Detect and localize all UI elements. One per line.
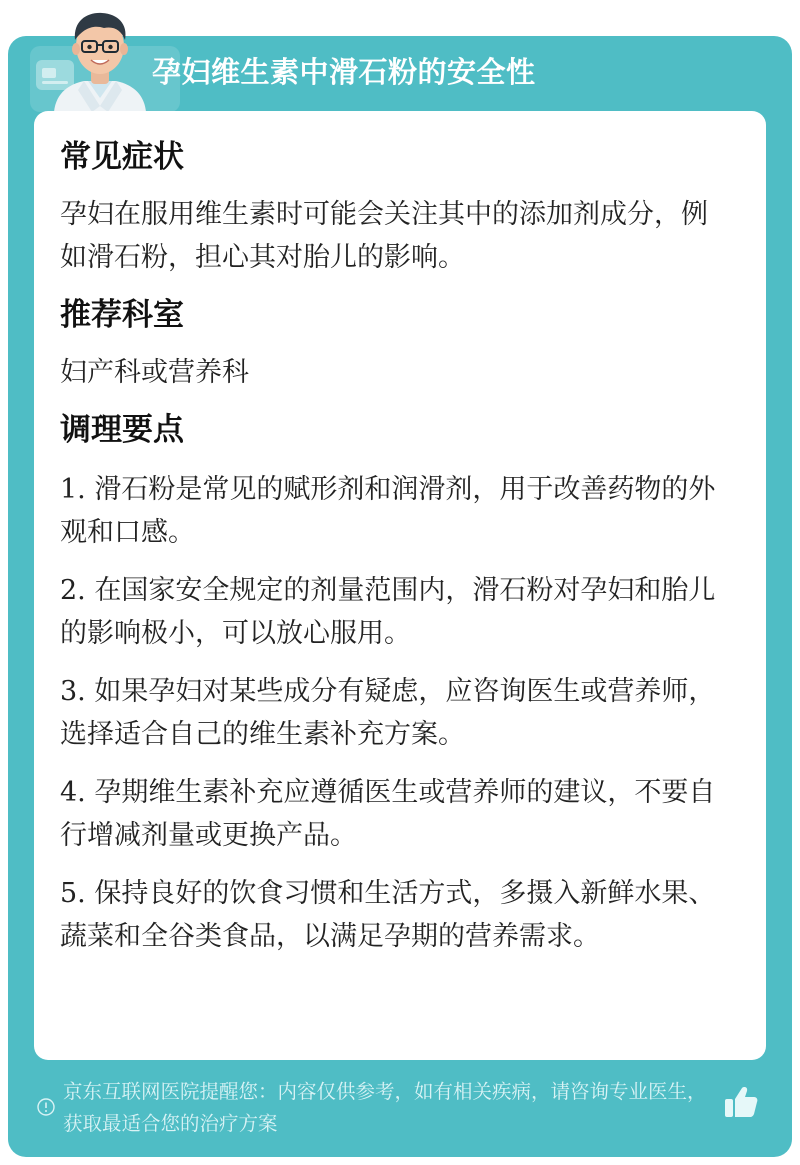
content-card (34, 111, 766, 1060)
list-item (60, 872, 728, 958)
thumbs-up-icon[interactable] (723, 1085, 759, 1119)
info-icon (36, 1097, 56, 1117)
list-item-number: 4. (60, 777, 86, 808)
section-text-symptoms: 孕妇在服用维生素时可能会关注其中的添加剂成分，例如滑石粉，担心其对胎儿的影响。 (60, 199, 708, 273)
section-title-care-tips: 调理要点 (60, 412, 184, 448)
list-item (60, 670, 728, 756)
list-item-number: 2. (60, 575, 86, 606)
list-item (60, 468, 728, 554)
page-title: 孕妇维生素中滑石粉的安全性 (152, 55, 536, 89)
care-tips-list (60, 468, 728, 958)
section-title-department: 推荐科室 (60, 297, 184, 333)
list-item-text: 孕期维生素补充应遵循医生或营养师的建议，不要自行增减剂量或更换产品。 (60, 777, 716, 851)
section-text-department: 妇产科或营养科 (60, 357, 249, 388)
footer-disclaimer: 京东互联网医院提醒您：内容仅供参考，如有相关疾病，请咨询专业医生，获取最适合您的治疗方案 (63, 1080, 707, 1135)
doctor-avatar (48, 6, 152, 112)
list-item-number: 3. (60, 676, 86, 707)
card-content (60, 131, 728, 973)
list-item-text: 如果孕妇对某些成分有疑虑，应咨询医生或营养师，选择适合自己的维生素补充方案。 (60, 676, 716, 750)
list-item-text: 在国家安全规定的剂量范围内，滑石粉对孕妇和胎儿的影响极小，可以放心服用。 (60, 575, 716, 649)
list-item (60, 569, 728, 655)
list-item-number: 5. (60, 878, 86, 909)
section-title-symptoms: 常见症状 (60, 139, 184, 175)
list-item (60, 771, 728, 857)
list-item-number: 1. (60, 474, 86, 505)
list-item-text: 保持良好的饮食习惯和生活方式，多摄入新鲜水果、蔬菜和全谷类食品，以满足孕期的营养需求。 (60, 878, 716, 952)
list-item-text: 滑石粉是常见的赋形剂和润滑剂，用于改善药物的外观和口感。 (60, 474, 716, 548)
